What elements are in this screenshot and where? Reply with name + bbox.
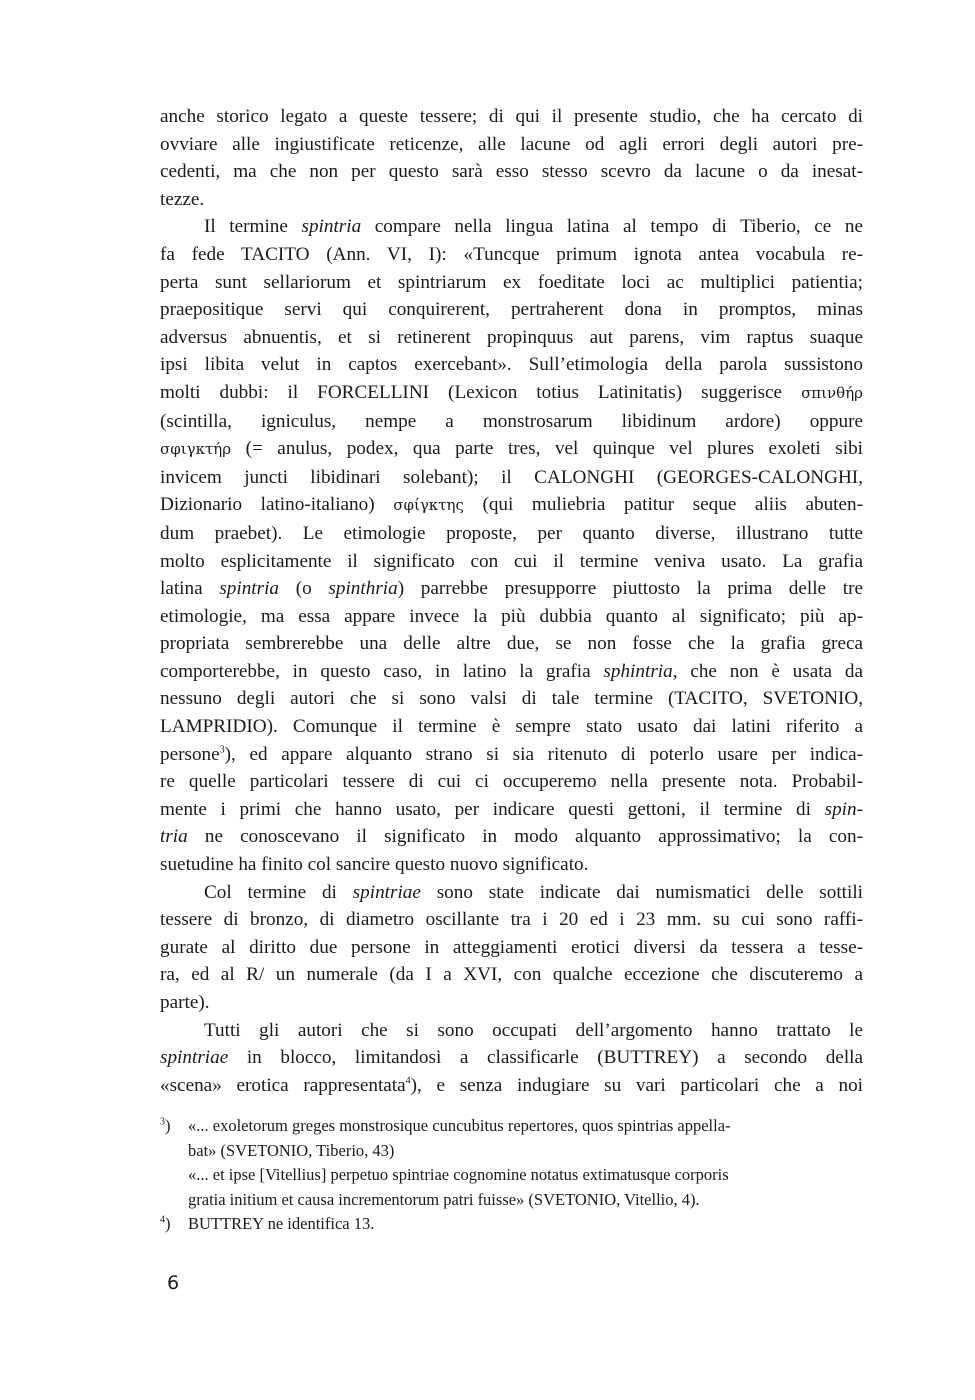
- text-line: LAMPRIDIO). Comunque il termine è sempre stato usato dai latini riferito a: [160, 716, 863, 738]
- text-line: fa fede TACITO (Ann. VI, I): «Tuncque primum ignota antea vocabula re-: [160, 243, 863, 265]
- text-line: ipsi libita velut in captos exercebant». Sull’etimologia della parola sussistono: [160, 354, 863, 376]
- main-text: [160, 103, 863, 1099]
- footnote-ref-4: 4: [405, 1075, 411, 1087]
- page-number: 6: [167, 1272, 180, 1294]
- footnote-line: BUTTREY ne identifica 13.: [188, 1214, 375, 1233]
- paragraph-4: [160, 1017, 863, 1100]
- text-line: propriata sembrerebbe una delle altre due, se non fosse che la grafia greca: [160, 633, 863, 655]
- footnote-marker: $^3$): [160, 1116, 171, 1135]
- text-line: molto esplicitamente il significato con cui il termine veniva usato. La grafia: [160, 550, 863, 572]
- text-line: ovviare alle ingiustificate reticenze, alle lacune od agli errori degli autori pre-: [160, 133, 863, 155]
- text-line: comporterebbe, in questo caso, in latino la grafia sphintria, che non è usata da: [160, 660, 863, 682]
- text-line: gurate al diritto due persone in atteggiamenti erotici diversi da tessera a tesse-: [160, 936, 863, 958]
- text-line: etimologie, ma essa appare invece la più dubbia quanto al significato; più ap-: [160, 605, 863, 627]
- text-line: tessere di bronzo, di diametro oscillante tra i 20 ed i 23 mm. su cui sono raffi-: [160, 909, 863, 931]
- footnote-marker: $^4$): [160, 1214, 171, 1233]
- text-line: Il termine spintria compare nella lingua latina al tempo di Tiberio, ce ne: [204, 216, 864, 238]
- text-line: molti dubbi: il FORCELLINI (Lexicon totius Latinitatis) suggerisce σπινθήρ: [160, 381, 863, 403]
- paragraph-3: [160, 879, 863, 1017]
- footnote-line: «... et ipse [Vitellius] perpetuo spintriae cognomine notatus extimatusque corporis: [188, 1165, 729, 1184]
- text-line: Col termine di spintriae sono state indicate dai numismatici delle sottili: [204, 881, 863, 903]
- text-line: adversus abnuentis, et si retinerent propinquus aut parens, vim raptus suaque: [160, 326, 863, 348]
- text-line: ra, ed al R/ un numerale (da I a XVI, con qualche eccezione che discuteremo a: [160, 964, 863, 986]
- text-line: latina spintria (o spinthria) parrebbe presupporre piuttosto la prima delle tre: [160, 578, 863, 600]
- paragraph-2: [160, 213, 863, 878]
- text-line: anche storico legato a queste tessere; di qui il presente studio, che ha cercato di: [160, 106, 863, 127]
- text-line: suetudine ha finito col sancire questo nuovo significato.: [160, 854, 589, 876]
- text-line: spintriae in blocco, limitandosi a classificarle (BUTTREY) a secondo della: [160, 1047, 863, 1069]
- text-line: invicem juncti libidinari solebant); il CALONGHI (GEORGES-CALONGHI,: [160, 466, 863, 488]
- footnote-line: gratia initium et causa incrementorum patri fuisse» (SVETONIO, Vitellio, 4).: [188, 1189, 700, 1209]
- footnotes: [160, 1114, 863, 1237]
- greek-word: σφιγκτήρ: [160, 440, 232, 459]
- text-line: nessuno degli autori che si sono valsi di tale termine (TACITO, SVETONIO,: [160, 688, 863, 710]
- text-line: tezze.: [160, 188, 205, 210]
- text-line: «scena» erotica rappresentata$^4$), e senza indugiare su vari particolari che a noi: [160, 1074, 863, 1096]
- paragraph-1: [160, 103, 863, 213]
- greek-word: σφίγκτης: [393, 496, 464, 515]
- text-line: (scintilla, igniculus, nempe a monstrosarum libidinum ardore) oppure: [160, 410, 863, 432]
- text-line: σφιγκτήρ (= anulus, podex, qua parte tres, vel quinque vel plures exoleti sibi: [160, 438, 863, 460]
- text-line: persone$^3$), ed appare alquanto strano si sia ritenuto di poterlo usare per indica-: [160, 743, 863, 765]
- text-line: perta sunt sellariorum et spintriarum ex foeditate loci ac multiplici patientia;: [160, 271, 863, 293]
- text-line: re quelle particolari tessere di cui ci occuperemo nella presente nota. Probabil-: [160, 771, 863, 793]
- footnote-ref-3: 3: [219, 744, 225, 756]
- footnote-line: bat» (SVETONIO, Tiberio, 43): [188, 1140, 395, 1160]
- footnote-4: [160, 1212, 863, 1237]
- text-line: Tutti gli autori che si sono occupati dell’argomento hanno trattato le: [204, 1019, 863, 1041]
- text-line: praepositique servi qui conquirerent, pertraherent dona in promptos, minas: [160, 299, 863, 321]
- text-line: dum praebet). Le etimologie proposte, per quanto diverse, illustrano tutte: [160, 522, 863, 544]
- footnote-3: [160, 1114, 863, 1212]
- footnote-line: «... exoletorum greges monstrosique cuncubitus repertores, quos spintrias appella-: [188, 1116, 731, 1135]
- text-line: Dizionario latino-italiano) σφίγκτης (qui muliebria patitur seque aliis abuten-: [160, 494, 863, 516]
- text-line: parte).: [160, 992, 210, 1013]
- text-line: mente i primi che hanno usato, per indicare questi gettoni, il termine di spin-: [160, 798, 863, 820]
- greek-word: σπινθήρ: [801, 383, 863, 402]
- text-line: cedenti, ma che non per questo sarà esso stesso scevro da lacune o da inesat-: [160, 161, 863, 183]
- text-line: tria ne conoscevano il significato in modo alquanto approssimativo; la con-: [160, 826, 863, 848]
